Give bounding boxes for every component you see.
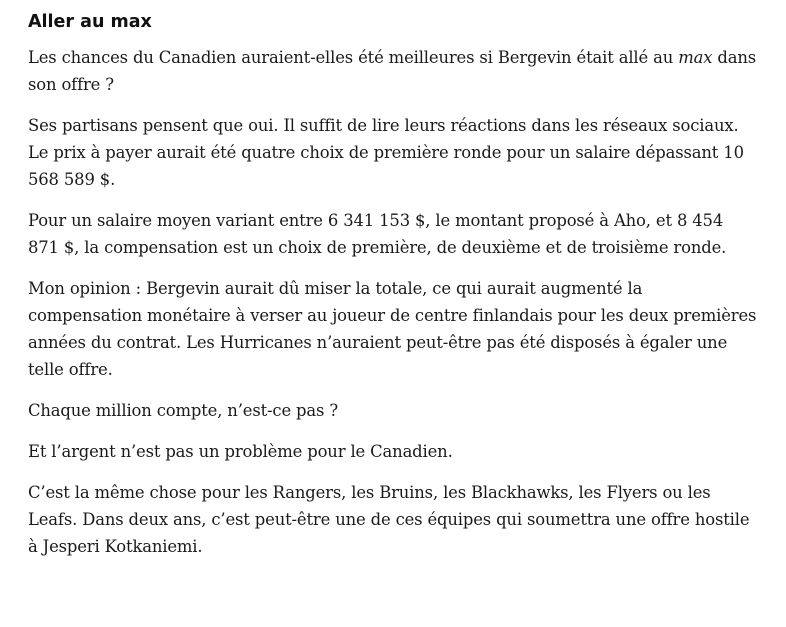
paragraph-chances-end: dans son offre ? [28,48,757,94]
max-emphasis: max [678,48,713,67]
paragraph-salaire: Pour un salaire moyen variant entre 6 341 153 $, le montant proposé à Aho, et 8 454 871 $, la compensation est un choix de première, de deuxième et de troisième ronde. [28,211,727,257]
paragraph-chances [28,44,758,98]
paragraph-argent: Et l’argent n’est pas un problème pour le Canadien. [28,442,453,461]
paragraph-chances-text: Les chances du Canadien auraient-elles été meilleures si Bergevin était allé au [28,48,679,67]
paragraph-million: Chaque million compte, n’est-ce pas ? [28,401,338,420]
article-body [28,8,758,574]
paragraph-equipes: C’est la même chose pour les Rangers, les Bruins, les Blackhawks, les Flyers ou les Leafs. Dans deux ans, c’est peut-être une de ces équipes qui soumettra une offre hostile à Jesperi Kotkaniemi. [28,483,750,556]
paragraph-partisans: Ses partisans pensent que oui. Il suffit de lire leurs réactions dans les réseaux sociaux. Le prix à payer aurait été quatre choix de première ronde pour un salaire dépassant 10 568 589 $. [28,116,744,189]
section-heading: Aller au max [28,12,152,32]
paragraph-opinion: Mon opinion : Bergevin aurait dû miser la totale, ce qui aurait augmenté la compensation monétaire à verser au joueur de centre finlandais pour les deux premières années du contrat. Les Hurricanes n’auraient peut-être pas été disposés à égaler une telle offre. [28,279,757,379]
